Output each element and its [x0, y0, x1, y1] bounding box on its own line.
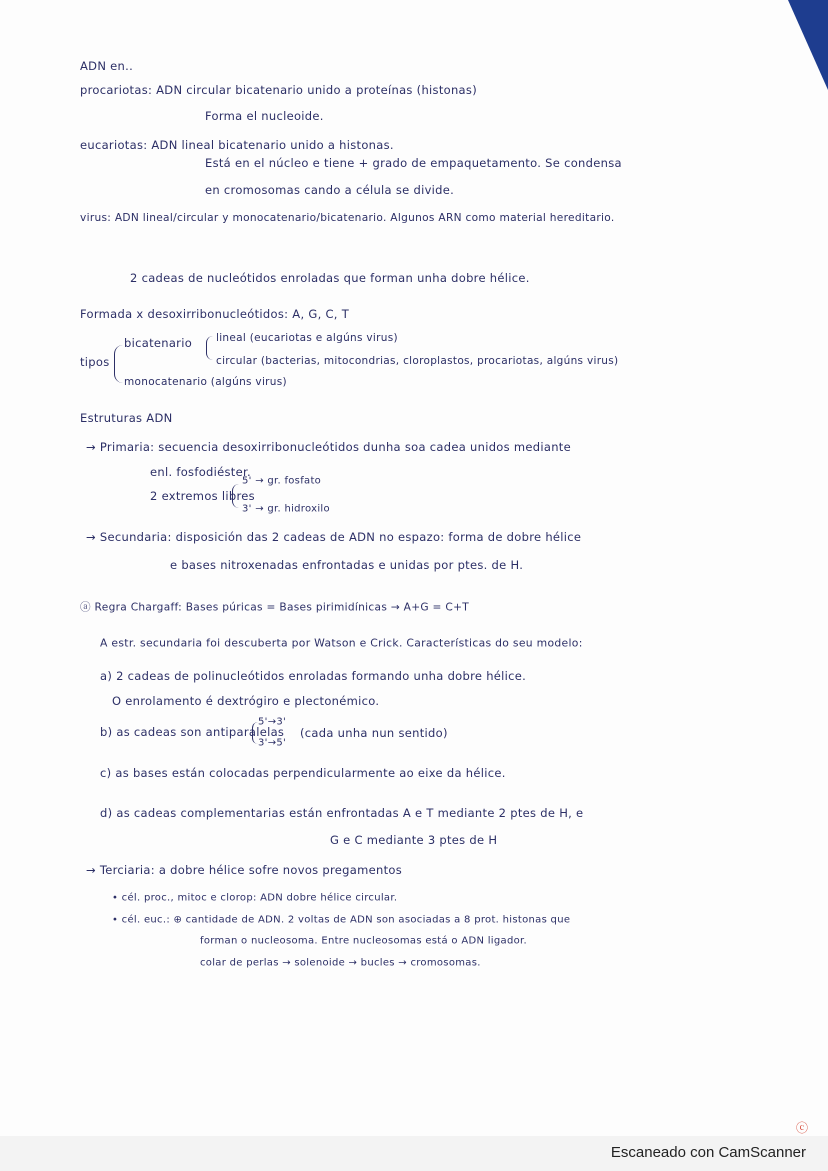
note-line: lineal (eucariotas e algúns virus) [216, 332, 398, 344]
camscanner-logo-icon: ⓒ [796, 1121, 809, 1135]
brace [114, 345, 123, 383]
note-line: b) as cadeas son antiparalelas [100, 725, 285, 739]
note-line: e bases nitroxenadas enfrontadas e unidas por ptes. de H. [170, 558, 524, 572]
note-line: ⓐ Regra Chargaff: Bases púricas = Bases pirimidínicas → A+G = C+T [80, 601, 470, 614]
note-line: 2 extremos libres [150, 489, 255, 503]
note-line: 3'→5' [258, 737, 287, 749]
note-line: Está en el núcleo e tiene + grado de empaquetamento. Se condensa [205, 156, 622, 170]
note-line: ADN en.. [80, 59, 134, 73]
note-line: • cél. euc.: ⊕ cantidade de ADN. 2 voltas de ADN son asociadas a 8 prot. histonas que [112, 914, 571, 926]
note-line: Formada x desoxirribonucleótidos: A, G, C, T [80, 307, 350, 321]
note-line: procariotas: ADN circular bicatenario unido a proteínas (histonas) [80, 83, 477, 97]
note-line: (cada unha nun sentido) [300, 726, 448, 740]
note-line: • cél. proc., mitoc e clorop: ADN dobre hélice circular. [112, 892, 398, 904]
note-line: virus: ADN lineal/circular y monocatenario/bicatenario. Algunos ARN como material hereditario. [80, 212, 615, 224]
scanner-watermark: Escaneado con CamScanner [610, 1144, 806, 1161]
note-line: 3' → gr. hidroxilo [242, 503, 330, 515]
note-line: 5' → gr. fosfato [242, 475, 322, 487]
note-line: bicatenario [124, 336, 193, 350]
note-line: O enrolamento é dextrógiro e plectonémico. [112, 694, 380, 708]
note-line: G e C mediante 3 ptes de H [330, 833, 498, 847]
note-line: → Terciaria: a dobre hélice sofre novos pregamentos [86, 863, 403, 877]
note-line: 5'→3' [258, 716, 287, 728]
brace [232, 484, 239, 508]
scanner-footer [0, 1136, 828, 1171]
note-line: Forma el nucleoide. [205, 109, 324, 123]
note-line: 2 cadeas de nucleótidos enroladas que forman unha dobre hélice. [130, 271, 530, 285]
note-line: enl. fosfodiéster. [150, 465, 251, 479]
note-line: eucariotas: ADN lineal bicatenario unido a histonas. [80, 138, 394, 152]
note-line: c) as bases están colocadas perpendicularmente ao eixe da hélice. [100, 766, 506, 780]
note-line: → Primaria: secuencia desoxirribonucleótidos dunha soa cadea unidos mediante [86, 440, 571, 454]
note-line: d) as cadeas complementarias están enfrontadas A e T mediante 2 ptes de H, e [100, 806, 584, 820]
note-line: monocatenario (algúns virus) [124, 376, 287, 388]
note-line: circular (bacterias, mitocondrias, cloroplastos, procariotas, algúns virus) [216, 355, 619, 367]
note-line: colar de perlas → solenoide → bucles → cromosomas. [200, 957, 481, 969]
note-line: forman o nucleosoma. Entre nucleosomas está o ADN ligador. [200, 935, 527, 947]
note-line: a) 2 cadeas de polinucleótidos enroladas formando unha dobre hélice. [100, 669, 527, 683]
section-heading: Estruturas ADN [80, 411, 173, 425]
page-corner-decoration [788, 0, 828, 90]
note-line: A estr. secundaria foi descuberta por Watson e Crick. Características do seu modelo: [100, 636, 583, 650]
brace [206, 336, 213, 360]
note-line: tipos [80, 355, 110, 369]
note-line: en cromosomas cando a célula se divide. [205, 183, 455, 197]
note-line: → Secundaria: disposición das 2 cadeas de ADN no espazo: forma de dobre hélice [86, 530, 582, 544]
